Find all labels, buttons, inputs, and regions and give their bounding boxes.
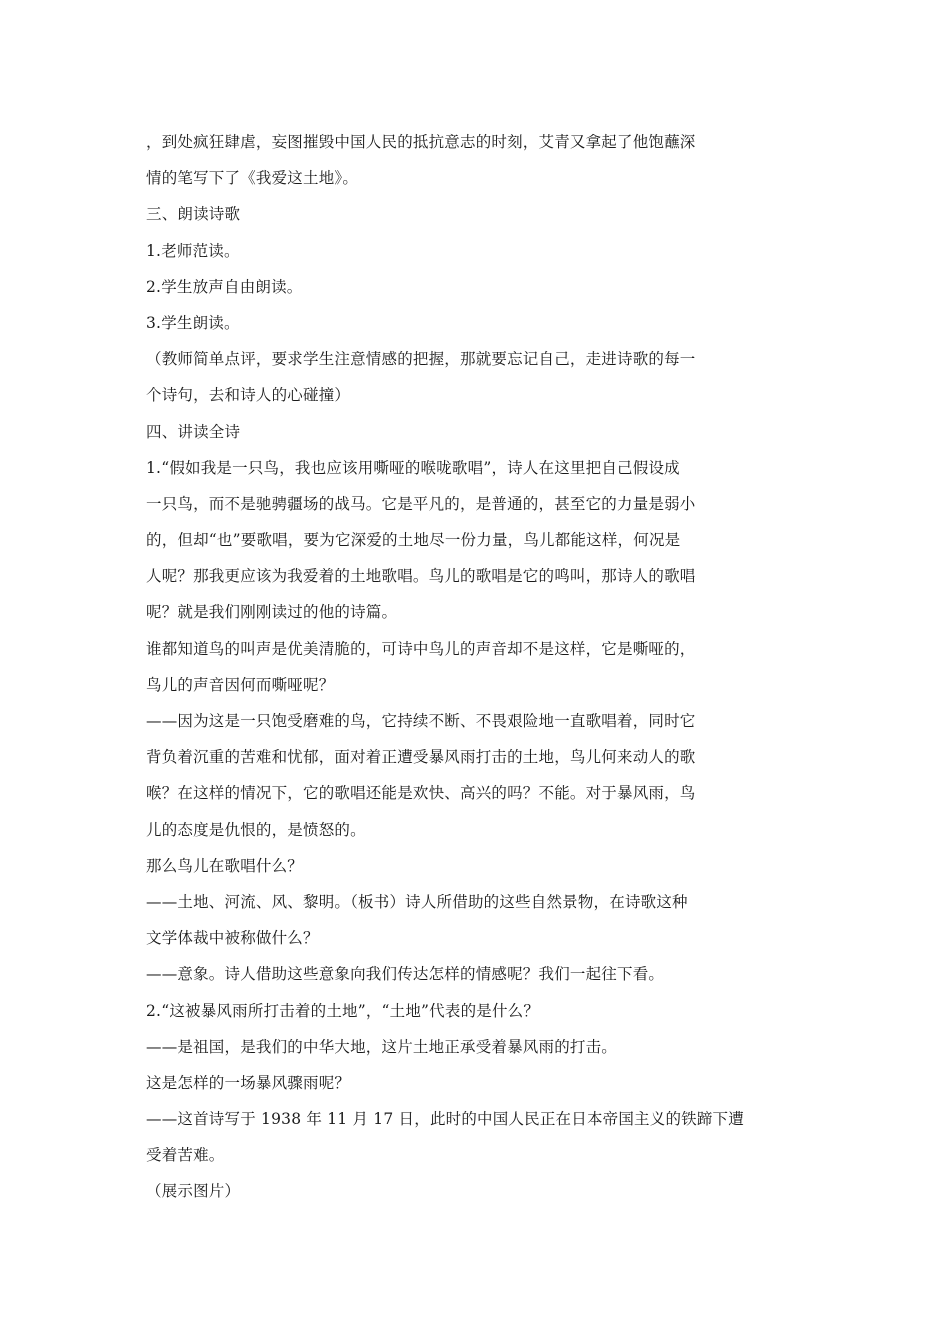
- text-line: 1.“假如我是一只鸟，我也应该用嘶哑的喉咙歌唱”，诗人在这里把自己假设成: [146, 458, 680, 477]
- text-line: 这是怎样的一场暴风骤雨呢？: [146, 1073, 351, 1092]
- text-line: 儿的态度是仇恨的，是愤怒的。: [146, 820, 366, 839]
- text-line: 那么鸟儿在歌唱什么？: [146, 856, 304, 875]
- text-line: 人呢？那我更应该为我爱着的土地歌唱。鸟儿的歌唱是它的鸣叫，那诗人的歌唱: [146, 567, 696, 586]
- text-line: ，到处疯狂肆虐，妄图摧毁中国人民的抵抗意志的时刻，艾青又拿起了他饱蘸深: [146, 133, 696, 151]
- text-line: 呢？就是我们刚刚读过的他的诗篇。: [146, 603, 398, 622]
- section-heading: 四、讲读全诗: [146, 422, 241, 441]
- text-line: 喉？在这样的情况下，它的歌唱还能是欢快、高兴的吗？不能。对于暴风雨，鸟: [146, 784, 696, 803]
- list-item: 3.学生朗读。: [146, 313, 240, 332]
- list-item: 2.学生放声自由朗读。: [146, 277, 303, 296]
- text-line: 一只鸟，而不是驰骋疆场的战马。它是平凡的，是普通的，甚至它的力量是弱小: [146, 494, 696, 513]
- text-line: 文学体裁中被称做什么？: [146, 929, 319, 948]
- text-line: 鸟儿的声音因何而嘶哑呢？: [146, 675, 335, 694]
- text-line: 情的笔写下了《我爱这土地》。: [146, 169, 359, 188]
- text-line: 背负着沉重的苦难和忧郁，面对着正遭受暴风雨打击的土地，鸟儿何来动人的歌: [146, 748, 696, 767]
- text-line: 2.“这被暴风雨所打击着的土地”，“土地”代表的是什么？: [146, 1001, 540, 1020]
- text-line: ——这首诗写于 1938 年 11 月 17 日，此时的中国人民正在日本帝国主义的铁蹄下遭: [146, 1110, 744, 1129]
- text-line: ——是祖国，是我们的中华大地，这片土地正承受着暴风雨的打击。: [146, 1037, 618, 1056]
- document-body: [146, 124, 766, 1210]
- text-line: 受着苦难。: [146, 1146, 225, 1165]
- text-line: （教师简单点评，要求学生注意情感的把握，那就要忘记自己，走进诗歌的每一: [146, 350, 696, 369]
- section-heading: 三、朗读诗歌: [146, 205, 241, 224]
- text-line: （展示图片）: [146, 1182, 241, 1201]
- list-item: 1.老师范读。: [146, 241, 240, 260]
- text-line: ——意象。诗人借助这些意象向我们传达怎样的情感呢？我们一起往下看。: [146, 965, 665, 984]
- text-line: ——因为这是一只饱受磨难的鸟，它持续不断、不畏艰险地一直歌唱着，同时它: [146, 712, 696, 730]
- text-line: 的，但却“也”要歌唱，要为它深爱的土地尽一份力量，鸟儿都能这样，何况是: [146, 531, 681, 550]
- text-line: 个诗句，去和诗人的心碰撞）: [146, 386, 351, 405]
- text-line: 谁都知道鸟的叫声是优美清脆的，可诗中鸟儿的声音却不是这样，它是嘶哑的，: [146, 639, 696, 658]
- text-line: ——土地、河流、风、黎明。（板书）诗人所借助的这些自然景物，在诗歌这种: [146, 892, 688, 911]
